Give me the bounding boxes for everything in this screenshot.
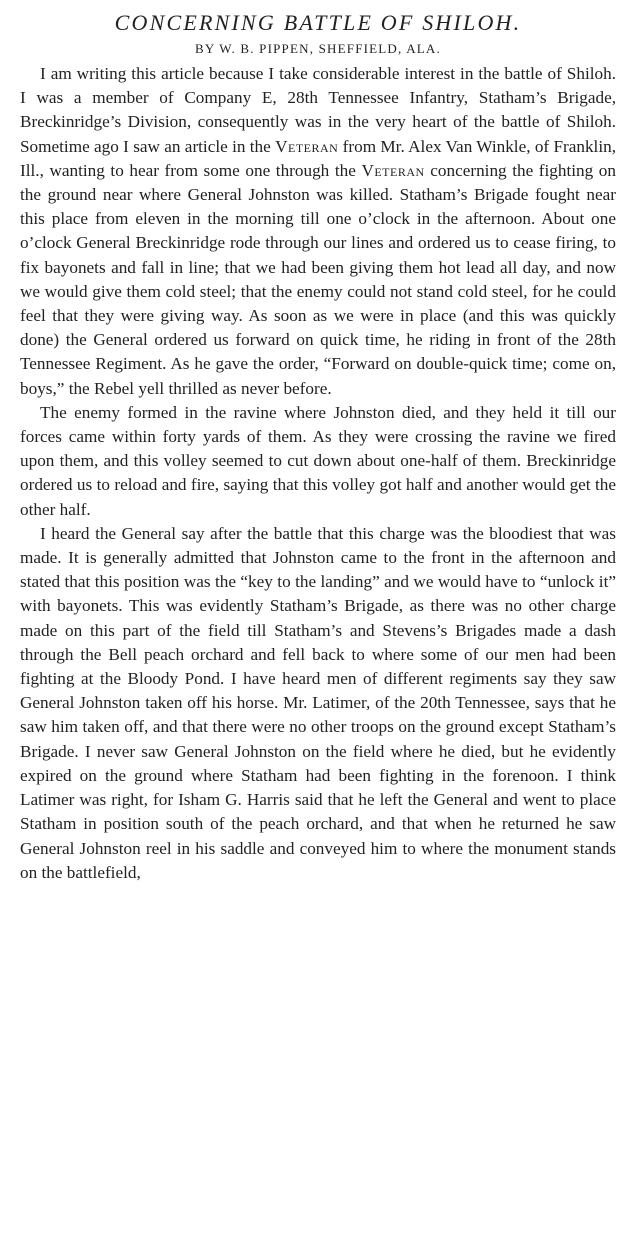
paragraph-1-text-1: I am writing this article because I take considerable interest in the battle of Shiloh. I was a member of Company E, 28th Tennessee Infantry, Statham’s Brigade, Breckinridge’s Division, consequently was in the very heart of the battle of Shiloh. Sometime ago I saw an article in the xyxy=(20,64,616,156)
paragraph-2-text: The enemy formed in the ravine where Johnston died, and they held it till our forces came within forty yards of them. As they were crossing the ravine we fired upon them, and this volley seemed to cut down about one-half of them. Breckinridge ordered us to reload and fire, saying that this volley got half and another would get the other half. xyxy=(20,402,616,519)
paragraph-1 xyxy=(20,62,616,401)
paragraph-3 xyxy=(20,522,616,885)
article xyxy=(20,8,616,885)
paragraph-1-text-2: from Mr. Alex Van Winkle, of Franklin, Ill., wanting to hear from some one through the xyxy=(20,136,616,180)
paragraph-2 xyxy=(20,401,616,522)
paragraph-3-text: I heard the General say after the battle that this charge was the bloodiest that was made. It is generally admitted that Johnston came to the front in the afternoon and stated that this position was the “key to the landing” and we would have to “unlock it” with bayonets. This was evidently Statham’s Brigade, as there was no other charge made on this part of the field till Statham’s and Stevens’s Brigades made a dash through the Bell peach orchard and fell back to where some of our men had been fighting at the Bloody Pond. I have heard men of different regiments say they saw General Johnston taken off his horse. Mr. Latimer, of the 20th Tennessee, says that he saw him taken off, and that there were no other troops on the ground except Statham’s Brigade. I never saw General Johnston on the field where he died, but he evidently expired on the ground where Statham had been fighting in the forenoon. I think Latimer was right, for Isham G. Harris said that he left the General and went to place Statham in position south of the peach orchard, and that when he returned he saw General Johnston reel in his saddle and conveyed him to where the monument stands on the battlefield, xyxy=(20,523,616,882)
article-byline: BY W. B. PIPPEN, SHEFFIELD, ALA. xyxy=(195,41,441,56)
veteran-mention: Veteran xyxy=(361,160,425,180)
veteran-mention: Veteran xyxy=(275,136,339,156)
article-title: CONCERNING BATTLE OF SHILOH. xyxy=(114,10,522,35)
paragraph-1-text-3: concerning the fighting on the ground near where General Johnston was killed. Statham’s Brigade fought near this place from eleven in the morning till one o’clock in the afternoon. About one o’clock General Breckinridge rode through our lines and ordered us to cease firing, to fix bayonets and fall in line; that we had been giving them hot lead all day, and now we would give them cold steel; that the enemy could not stand cold steel, for he could feel that they were giving way. As soon as we were in place (and this was quickly done) the General ordered us forward on quick time, he riding in front of the 28th Tennessee Regiment. As he gave the order, “Forward on double-quick time; come on, boys,” the Rebel yell thrilled as never before. xyxy=(20,160,616,398)
